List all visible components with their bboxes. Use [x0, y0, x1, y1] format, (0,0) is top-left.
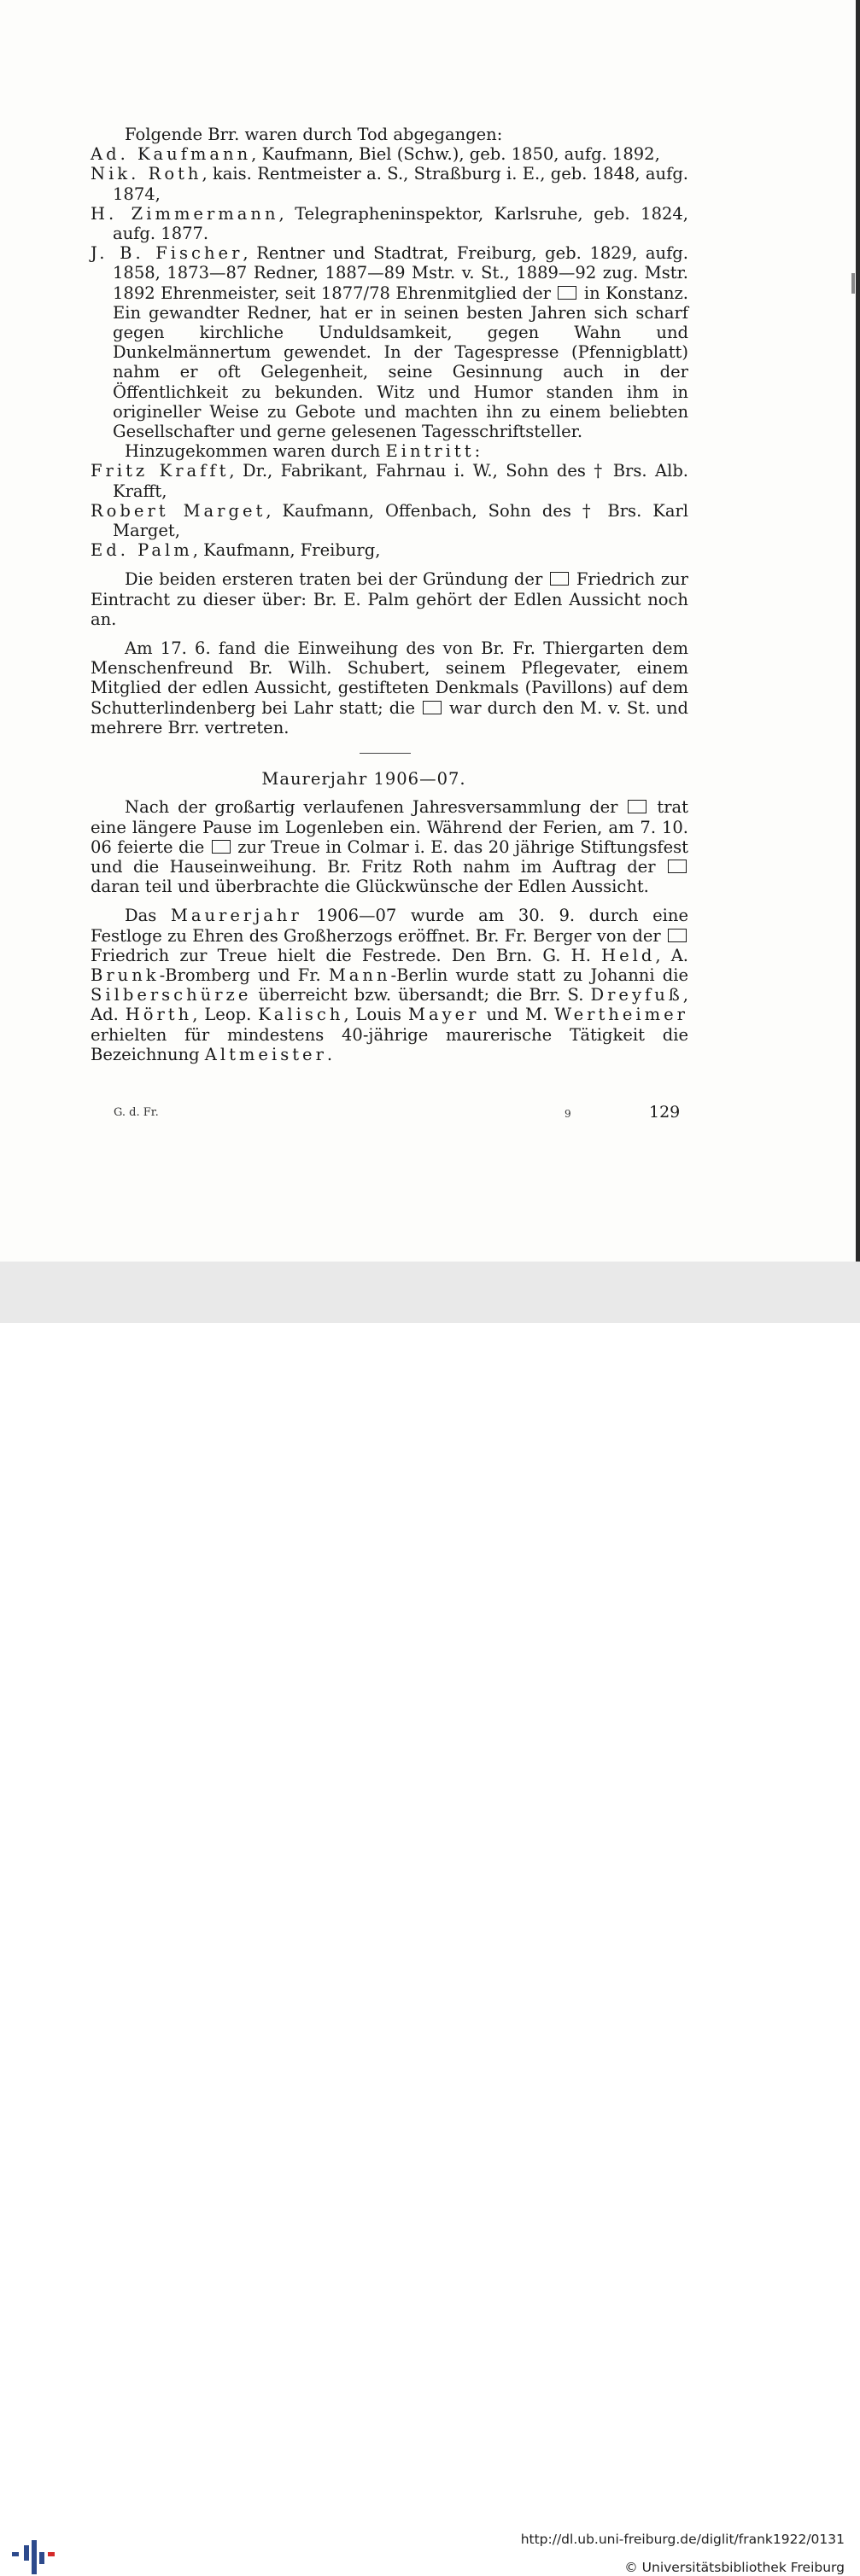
page-number: 129 [649, 1103, 681, 1122]
deceased-entry-4: J. B. Fischer, Rentner und Stadtrat, Freiburg, geb. 1829, aufg. 1858, 1873—87 Redner, 1887—89 Mstr. v. St., 1889—92 zug. Mstr. 1892 Ehrenmeister, seit 1877/78 Ehrenmitglied der in Konstanz. Ein gewandter Redner, hat er in seinen besten Jahren sich scharf gegen kirchliche Unduldsamkeit, gegen Wahn und Dunkelmännertum gewendet. In der Tagespresse (Pfennigblatt) nahm er oft Gelegenheit, seine Gesinnung auch in der Öffentlichkeit zu bekunden. Witz und Humor standen ihm in origineller Weise zu Gebote und machten ihn zu einem beliebten Gesellschafter und gerne gelesenen Tagesschriftsteller. [91, 243, 688, 442]
scan-right-edge [856, 0, 860, 1262]
paragraph-after-assembly: Nach der großartig verlaufenen Jahresversammlung der trat eine längere Pause im Logenleben ein. Während der Ferien, am 7. 10. 06 feierte die zur Treue in Colmar i. E. das 20 jährige Stiftungsfest und die Hauseinweihung. Br. Fritz Roth nahm im Auftrag der daran teil und überbrachte die Glückwünsche der Edlen Aussicht. [91, 797, 689, 897]
lodge-symbol-icon [558, 286, 576, 300]
copyright-notice: © Universitätsbibliothek Freiburg [624, 2560, 845, 2575]
joined-name: Ed. Palm [91, 540, 193, 561]
paragraph-monument: Am 17. 6. fand die Einweihung des von Br. Fr. Thiergarten dem Menschenfreund Br. Wilh. Schubert, seinem Pflegevater, einem Mitglied der edlen Aussicht, gestifteten Denkmals (Pavillons) auf dem Schutterlindenberg bei Lahr statt; die war durch den M. v. St. und mehrere Brr. vertreten. [91, 638, 688, 737]
joined-entry-1: Fritz Krafft, Dr., Fabrikant, Fahrnau i. W., Sohn des † Brs. Alb. Krafft, [91, 461, 689, 501]
deceased-name: J. B. Fischer [91, 243, 243, 264]
lodge-symbol-icon [423, 701, 442, 714]
footer-abbreviation: G. d. Fr. [114, 1106, 159, 1119]
deceased-entry-3: H. Zimmermann, Telegrapheninspektor, Karlsruhe, geb. 1824, aufg. 1877. [91, 203, 689, 244]
section-heading: Maurerjahr 1906—07. [261, 769, 466, 790]
joined-entry-3: Ed. Palm, Kaufmann, Freiburg, [91, 540, 381, 561]
lodge-symbol-icon [550, 572, 569, 586]
deceased-entry-1: Ad. Kaufmann, Kaufmann, Biel (Schw.), geb. 1850, aufg. 1892, [91, 144, 660, 165]
joined-name: Fritz Krafft [91, 461, 230, 481]
lodge-symbol-icon [212, 840, 231, 854]
joined-entry-2: Robert Marget, Kaufmann, Offenbach, Sohn des † Brs. Karl Marget, [91, 500, 689, 541]
deceased-name: Nik. Roth [91, 164, 202, 184]
lodge-symbol-icon [628, 800, 646, 813]
deceased-name: Ad. Kaufmann [91, 144, 252, 165]
lodge-symbol-icon [668, 860, 687, 873]
paragraph-transfer: Die beiden ersteren traten bei der Gründung der Friedrich zur Eintracht zu dieser über: Br. E. Palm gehört der Edlen Aussicht noch an. [91, 569, 689, 629]
viewer-footer-bar [0, 1262, 860, 2575]
page-text [91, 125, 688, 1064]
joined-intro: Hinzugekommen waren durch Eintritt: [125, 441, 481, 462]
permalink-url[interactable]: http://dl.ub.uni-freiburg.de/diglit/frank1922/0131 [520, 2532, 845, 2547]
library-logo-icon[interactable] [12, 2533, 56, 2576]
deceased-entry-2: Nik. Roth, kais. Rentmeister a. S., Straßburg i. E., geb. 1848, aufg. 1874, [91, 164, 688, 204]
scanned-page [0, 0, 860, 1262]
joined-name: Robert Marget [91, 500, 266, 521]
scan-edge-mark [851, 273, 855, 294]
lodge-symbol-icon [668, 929, 687, 942]
intro-line: Folgende Brr. waren durch Tod abgegangen: [125, 125, 503, 144]
signature-mark: 9 [565, 1108, 571, 1120]
paragraph-masonic-year: Das Maurerjahr 1906—07 wurde am 30. 9. durch eine Festloge zu Ehren des Großherzogs eröffnet. Br. Fr. Berger von der Friedrich zur Treue hielt die Festrede. Den Brn. G. H. Held, A. Brunk-Bromberg und Fr. Mann-Berlin wurde statt zu Johanni die Silberschürze überreicht bzw. übersandt; die Brr. S. Dreyfuß, Ad. Hörth, Leop. Kalisch, Louis Mayer und M. Wertheimer erhielten für mindestens 40-jährige maurerische Tätigkeit die Bezeichnung Altmeister. [91, 906, 689, 1064]
section-divider [360, 753, 411, 754]
deceased-name: H. Zimmermann [91, 203, 279, 224]
